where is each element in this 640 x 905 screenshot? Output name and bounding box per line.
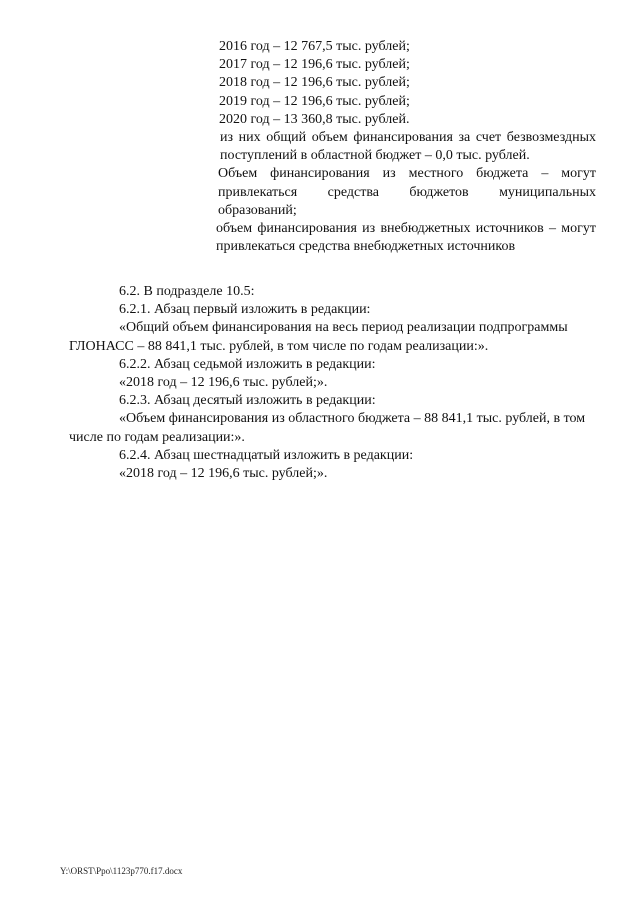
paragraph-6-2-4: 6.2.4. Абзац шестнадцатый изложить в редакции: bbox=[119, 447, 414, 463]
funding-table-cell bbox=[216, 38, 596, 256]
amendments-section bbox=[69, 283, 589, 483]
year-line-2016: 2016 год – 12 767,5 тыс. рублей; bbox=[219, 39, 410, 54]
year-line-2020: 2020 год – 13 360,8 тыс. рублей. bbox=[219, 111, 410, 127]
paragraph-6-2-4-text: «2018 год – 12 196,6 тыс. рублей;». bbox=[119, 466, 328, 482]
paragraph-6-2-3-text: «Объем финансирования из областного бюджета – 88 841,1 тыс. рублей, в том числе по годам реализации:». bbox=[69, 411, 586, 445]
local-budget-paragraph: Объем финансирования из местного бюджета – могут привлекаться средства бюджетов муниципальных образований; bbox=[218, 166, 596, 218]
paragraph-6-2-3: 6.2.3. Абзац десятый изложить в редакции: bbox=[119, 393, 376, 409]
year-line-2017: 2017 год – 12 196,6 тыс. рублей; bbox=[219, 57, 410, 73]
year-line-2019: 2019 год – 12 196,6 тыс. рублей; bbox=[219, 93, 410, 109]
paragraph-6-2-1-text: «Общий объем финансирования на весь период реализации подпрограммы ГЛОНАСС – 88 841,1 тыс. рублей, в том числе по годам реализации:». bbox=[69, 320, 568, 354]
free-receipts-paragraph: из них общий объем финансирования за счет безвозмездных поступлений в областной бюджет – 0,0 тыс. рублей. bbox=[220, 130, 596, 164]
paragraph-6-2: 6.2. В подразделе 10.5: bbox=[119, 284, 255, 299]
year-line-2018: 2018 год – 12 196,6 тыс. рублей; bbox=[219, 75, 410, 91]
paragraph-6-2-2: 6.2.2. Абзац седьмой изложить в редакции: bbox=[119, 356, 376, 372]
footer-file-path: Y:\ORST\Ppo\1123p770.f17.docx bbox=[60, 866, 183, 876]
extra-budget-paragraph: объем финансирования из внебюджетных источников – могут привлекаться средства внебюджетных источников bbox=[216, 221, 596, 255]
paragraph-6-2-1: 6.2.1. Абзац первый изложить в редакции: bbox=[119, 302, 371, 318]
paragraph-6-2-2-text: «2018 год – 12 196,6 тыс. рублей;». bbox=[119, 375, 328, 391]
